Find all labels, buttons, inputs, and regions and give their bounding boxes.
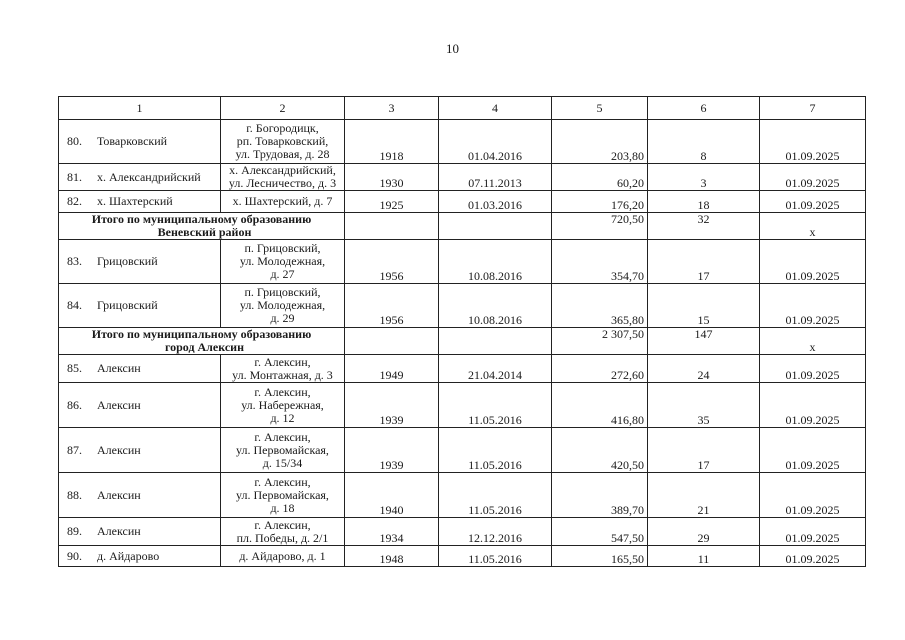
address-cell [221, 473, 345, 518]
column-header: 5 [552, 97, 648, 120]
address-line: ул. Молодежная, [239, 298, 326, 312]
empty-cell [439, 328, 552, 355]
count-cell: 8 [648, 120, 760, 164]
school-name: Алексин [97, 397, 141, 412]
address-cell [221, 355, 345, 383]
year-cell: 1940 [345, 473, 439, 518]
count-cell: 15 [648, 284, 760, 328]
date-cell: 11.05.2016 [439, 473, 552, 518]
year-cell: 1949 [345, 355, 439, 383]
year-cell: 1939 [345, 428, 439, 473]
column-header: 1 [59, 97, 221, 120]
address-line: г. Алексин, [254, 429, 311, 444]
until-date-cell: 01.09.2025 [760, 164, 866, 191]
count-cell: 17 [648, 240, 760, 284]
address-cell [221, 191, 345, 213]
school-name: Алексин [97, 487, 141, 502]
school-name: х. Шахтерский [97, 194, 173, 208]
table-row [59, 164, 866, 191]
registry-table [58, 96, 866, 567]
count-cell: 18 [648, 191, 760, 213]
address-line: г. Алексин, [254, 474, 311, 489]
address-line: д. 15/34 [262, 455, 303, 470]
date-cell: 11.05.2016 [439, 546, 552, 567]
school-name-cell [59, 284, 221, 328]
area-cell: 60,20 [552, 164, 648, 191]
address-line: п. Грицовский, [244, 285, 321, 299]
address-line: ул. Трудовая, д. 28 [235, 147, 330, 161]
table-row [59, 383, 866, 428]
page-number: 10 [446, 41, 459, 56]
address-line: д. 12 [270, 410, 295, 425]
until-date-cell: 01.09.2025 [760, 428, 866, 473]
date-cell: 11.05.2016 [439, 428, 552, 473]
subtotal-label-cell [59, 213, 345, 240]
subtotal-label-line: Итого по муниципальному образованию [91, 212, 312, 226]
row-number: 89. [67, 524, 82, 538]
school-name: Алексин [97, 361, 141, 375]
subtotal-row [59, 213, 866, 240]
school-name-cell [59, 546, 221, 567]
address-cell [221, 164, 345, 191]
address-line: х. Александрийский, [229, 163, 336, 177]
header-row [59, 97, 866, 120]
count-cell: 24 [648, 355, 760, 383]
until-date-cell: 01.09.2025 [760, 518, 866, 546]
area-cell: 416,80 [552, 383, 648, 428]
column-header: 6 [648, 97, 760, 120]
until-date-cell: 01.09.2025 [760, 546, 866, 567]
school-name-cell [59, 164, 221, 191]
row-number: 87. [67, 442, 82, 457]
address-line: г. Алексин, [254, 354, 311, 369]
school-name-cell [59, 191, 221, 213]
address-cell [221, 383, 345, 428]
table-row [59, 284, 866, 328]
date-cell: 21.04.2014 [439, 355, 552, 383]
table-row [59, 240, 866, 284]
address-line: п. Грицовский, [244, 241, 321, 255]
address-cell [221, 284, 345, 328]
date-cell: 01.03.2016 [439, 191, 552, 213]
subtotal-count-cell: 147 [648, 328, 760, 355]
row-number: 83. [67, 254, 82, 268]
count-cell: 17 [648, 428, 760, 473]
area-cell: 272,60 [552, 355, 648, 383]
address-cell [221, 428, 345, 473]
year-cell: 1956 [345, 240, 439, 284]
school-name: д. Айдарово [97, 548, 160, 563]
date-cell: 10.08.2016 [439, 240, 552, 284]
school-name-cell [59, 383, 221, 428]
subtotal-until-cell: х [760, 213, 866, 240]
count-cell: 29 [648, 518, 760, 546]
until-date-cell: 01.09.2025 [760, 240, 866, 284]
school-name: Алексин [97, 442, 141, 457]
subtotal-row [59, 328, 866, 355]
subtotal-label-cell [59, 328, 345, 355]
address-line: д. 29 [270, 311, 295, 325]
row-number: 84. [67, 298, 82, 312]
column-header: 7 [760, 97, 866, 120]
school-name: х. Александрийский [97, 169, 201, 184]
column-header: 3 [345, 97, 439, 120]
area-cell: 365,80 [552, 284, 648, 328]
subtotal-label-line: Веневский район [157, 225, 252, 239]
address-line: г. Богородицк, [246, 121, 319, 135]
address-line: ул. Первомайская, [236, 442, 329, 457]
subtotal-label-line: город Алексин [164, 340, 245, 354]
date-cell: 12.12.2016 [439, 518, 552, 546]
address-line: д. 27 [270, 267, 295, 281]
date-cell: 01.04.2016 [439, 120, 552, 164]
empty-cell [439, 213, 552, 240]
date-cell: 11.05.2016 [439, 383, 552, 428]
until-date-cell: 01.09.2025 [760, 120, 866, 164]
school-name: Грицовский [97, 254, 158, 268]
until-date-cell: 01.09.2025 [760, 383, 866, 428]
school-name-cell [59, 355, 221, 383]
count-cell: 11 [648, 546, 760, 567]
table-row [59, 191, 866, 213]
until-date-cell: 01.09.2025 [760, 191, 866, 213]
address-line: рп. Товарковский, [236, 134, 329, 148]
table-row [59, 473, 866, 518]
subtotal-count-cell: 32 [648, 213, 760, 240]
until-date-cell: 01.09.2025 [760, 284, 866, 328]
table-row [59, 428, 866, 473]
school-name-cell [59, 428, 221, 473]
row-number: 90. [67, 548, 82, 563]
date-cell: 10.08.2016 [439, 284, 552, 328]
row-number: 88. [67, 487, 82, 502]
until-date-cell: 01.09.2025 [760, 473, 866, 518]
address-line: ул. Монтажная, д. 3 [232, 367, 333, 382]
area-cell: 354,70 [552, 240, 648, 284]
address-line: ул. Лесничество, д. 3 [228, 176, 337, 190]
address-cell [221, 240, 345, 284]
area-cell: 203,80 [552, 120, 648, 164]
school-name-cell [59, 473, 221, 518]
address-line: д. Айдарово, д. 1 [239, 548, 326, 563]
school-name: Товарковский [97, 134, 168, 148]
year-cell: 1930 [345, 164, 439, 191]
row-number: 81. [67, 169, 82, 184]
subtotal-area-cell: 720,50 [552, 213, 648, 240]
table-row [59, 518, 866, 546]
year-cell: 1948 [345, 546, 439, 567]
address-line: х. Шахтерский, д. 7 [232, 194, 333, 208]
address-line: ул. Молодежная, [239, 254, 326, 268]
address-line: г. Алексин, [254, 517, 311, 532]
area-cell: 389,70 [552, 473, 648, 518]
date-cell: 07.11.2013 [439, 164, 552, 191]
school-name: Грицовский [97, 298, 158, 312]
school-name-cell [59, 240, 221, 284]
empty-cell [345, 328, 439, 355]
area-cell: 420,50 [552, 428, 648, 473]
address-line: пл. Победы, д. 2/1 [236, 530, 329, 545]
table-row [59, 355, 866, 383]
column-header: 4 [439, 97, 552, 120]
address-cell [221, 546, 345, 567]
school-name: Алексин [97, 524, 141, 538]
area-cell: 547,50 [552, 518, 648, 546]
count-cell: 35 [648, 383, 760, 428]
address-line: ул. Первомайская, [236, 487, 329, 502]
until-date-cell: 01.09.2025 [760, 355, 866, 383]
area-cell: 176,20 [552, 191, 648, 213]
address-cell [221, 120, 345, 164]
table-row [59, 120, 866, 164]
count-cell: 21 [648, 473, 760, 518]
subtotal-area-cell: 2 307,50 [552, 328, 648, 355]
empty-cell [345, 213, 439, 240]
school-name-cell [59, 518, 221, 546]
year-cell: 1939 [345, 383, 439, 428]
address-cell [221, 518, 345, 546]
subtotal-until-cell: х [760, 328, 866, 355]
year-cell: 1934 [345, 518, 439, 546]
row-number: 80. [67, 134, 82, 148]
year-cell: 1925 [345, 191, 439, 213]
address-line: ул. Набережная, [241, 397, 324, 412]
year-cell: 1956 [345, 284, 439, 328]
address-line: г. Алексин, [254, 384, 311, 399]
row-number: 82. [67, 194, 82, 208]
count-cell: 3 [648, 164, 760, 191]
row-number: 85. [67, 361, 82, 375]
area-cell: 165,50 [552, 546, 648, 567]
column-header: 2 [221, 97, 345, 120]
school-name-cell [59, 120, 221, 164]
row-number: 86. [67, 397, 82, 412]
year-cell: 1918 [345, 120, 439, 164]
table-row [59, 546, 866, 567]
subtotal-label-line: Итого по муниципальному образованию [91, 327, 312, 341]
address-line: д. 18 [270, 500, 295, 515]
